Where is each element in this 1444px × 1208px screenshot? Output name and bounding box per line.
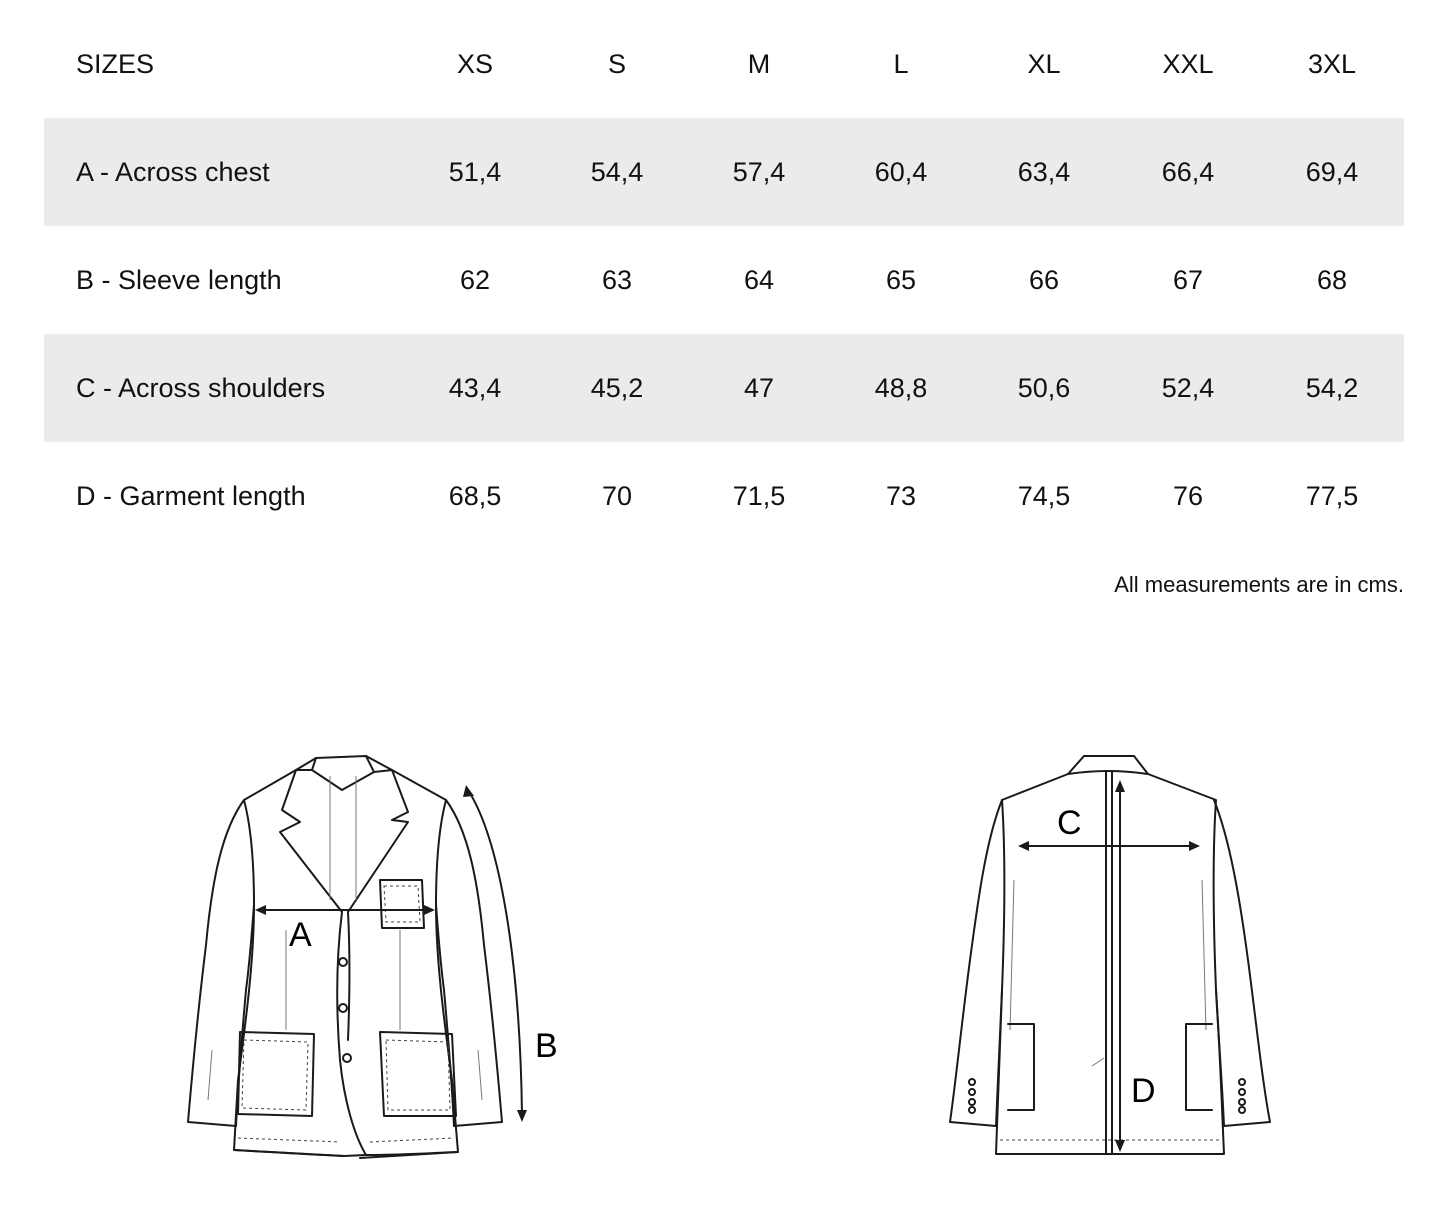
table-cell: 71,5 (732, 481, 786, 511)
measurement-b-arrow (463, 785, 527, 1122)
table-cell: 68,5 (448, 481, 502, 511)
measurement-c-arrow (1018, 841, 1200, 851)
table-cell: 70 (601, 481, 633, 511)
table-cell: 63 (601, 265, 633, 295)
size-header-3xl: 3XL (1307, 49, 1357, 79)
measurement-label-c: C (1057, 804, 1082, 842)
table-cell: 47 (743, 373, 775, 403)
sizes-header: SIZES (76, 49, 155, 79)
table-cell: 57,4 (732, 157, 786, 187)
jacket-front-illustration (188, 756, 502, 1158)
table-cell: 74,5 (1017, 481, 1071, 511)
measurement-a-arrow (255, 905, 435, 915)
size-header-s: S (607, 49, 626, 79)
measurement-unit-note: All measurements are in cms. (1114, 572, 1404, 597)
row-label: C - Across shoulders (76, 373, 326, 403)
size-header-m: M (747, 49, 771, 79)
table-cell: 54,4 (590, 157, 644, 187)
table-cell: 51,4 (448, 157, 502, 187)
table-cell: 76 (1172, 481, 1204, 511)
row-label: D - Garment length (76, 481, 306, 511)
measurement-label-d: D (1131, 1072, 1156, 1110)
measurement-d-arrow (1115, 780, 1125, 1152)
size-header-xs: XS (456, 49, 494, 79)
table-cell: 60,4 (874, 157, 928, 187)
size-header-xxl: XXL (1162, 49, 1214, 79)
row-label: B - Sleeve length (76, 265, 282, 295)
table-cell: 62 (459, 265, 491, 295)
table-cell: 73 (885, 481, 917, 511)
size-header-l: L (893, 49, 909, 79)
table-cell: 48,8 (874, 373, 928, 403)
table-cell: 65 (885, 265, 917, 295)
table-cell: 52,4 (1161, 373, 1215, 403)
table-cell: 68 (1316, 265, 1348, 295)
table-cell: 69,4 (1305, 157, 1359, 187)
table-cell: 54,2 (1305, 373, 1359, 403)
table-cell: 43,4 (448, 373, 502, 403)
table-cell: 50,6 (1017, 373, 1071, 403)
table-cell: 66 (1028, 265, 1060, 295)
table-cell: 66,4 (1161, 157, 1215, 187)
measurement-label-b: B (535, 1027, 558, 1065)
measurement-label-a: A (289, 916, 312, 954)
table-cell: 64 (743, 265, 775, 295)
table-cell: 77,5 (1305, 481, 1359, 511)
jacket-back-illustration (950, 756, 1270, 1154)
row-label: A - Across chest (76, 157, 270, 187)
table-cell: 63,4 (1017, 157, 1071, 187)
table-cell: 45,2 (590, 373, 644, 403)
table-cell: 67 (1172, 265, 1204, 295)
size-header-xl: XL (1027, 49, 1061, 79)
